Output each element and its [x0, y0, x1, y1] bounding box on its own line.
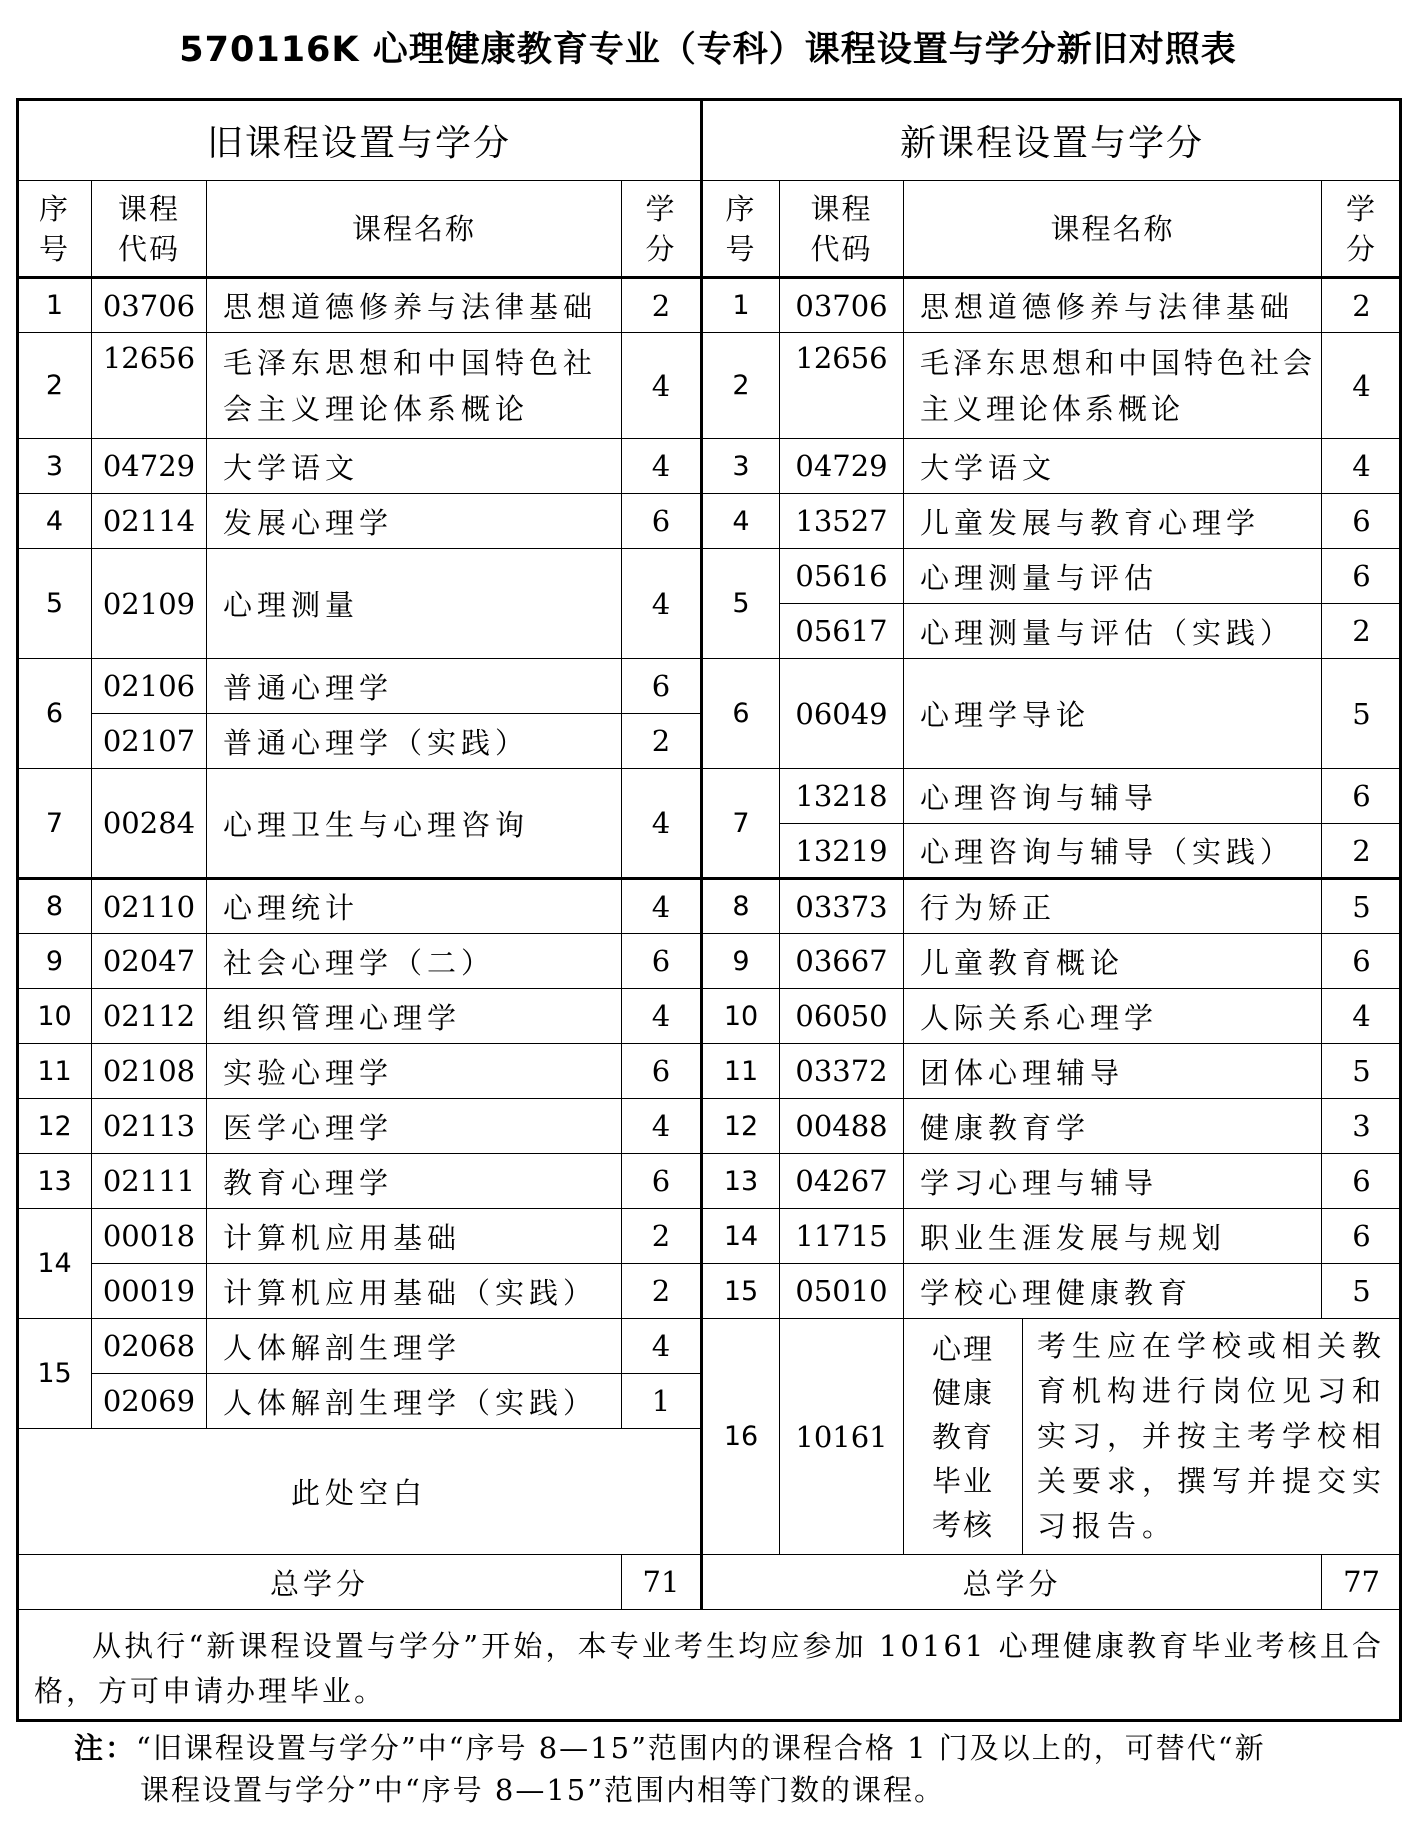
- footnote-label: 注：: [74, 1731, 137, 1765]
- new-name: 学校心理健康教育: [904, 1264, 1322, 1319]
- old-credit: 4: [622, 989, 702, 1044]
- old-total-label: 总学分: [18, 1555, 622, 1610]
- new-credit: 6: [1322, 769, 1402, 824]
- old-credit: 2: [622, 278, 702, 333]
- footnote-line-2: 课程设置与学分”中“序号 8—15”范围内相等门数的课程。: [140, 1773, 946, 1807]
- new-credit: 4: [1322, 439, 1402, 494]
- old-name: 毛泽东思想和中国特色社 会主义理论体系概论: [207, 333, 622, 439]
- new-credit: 2: [1322, 604, 1402, 659]
- new-code: 03706: [780, 278, 904, 333]
- old-credit: 2: [622, 1264, 702, 1319]
- old-code: 02069: [92, 1374, 207, 1429]
- old-code: 03706: [92, 278, 207, 333]
- new-code: 05617: [780, 604, 904, 659]
- old-name: 发展心理学: [207, 494, 622, 549]
- old-credit: 2: [622, 1209, 702, 1264]
- old-seq: 8: [18, 879, 92, 934]
- new-seq: 8: [702, 879, 780, 934]
- new-code: 10161: [780, 1319, 904, 1555]
- old-seq: 1: [18, 278, 92, 333]
- new-credit: 4: [1322, 333, 1402, 439]
- seq-header: 序 号: [18, 181, 92, 278]
- new-name: 心理咨询与辅导（实践）: [904, 824, 1322, 879]
- new-name: 毛泽东思想和中国特色社会 主义理论体系概论: [904, 333, 1322, 439]
- new-name: 团体心理辅导: [904, 1044, 1322, 1099]
- new-credit: 6: [1322, 1154, 1402, 1209]
- new-name: 心理测量与评估（实践）: [904, 604, 1322, 659]
- old-code: 00019: [92, 1264, 207, 1319]
- old-name: 心理卫生与心理咨询: [207, 769, 622, 879]
- new-name: 心理咨询与辅导: [904, 769, 1322, 824]
- old-code: 02047: [92, 934, 207, 989]
- old-credit: 4: [622, 1319, 702, 1374]
- new-seq: 1: [702, 278, 780, 333]
- old-name: 大学语文: [207, 439, 622, 494]
- new-code: 13219: [780, 824, 904, 879]
- new-code: 12656: [780, 333, 904, 439]
- new-name: 心理测量与评估: [904, 549, 1322, 604]
- new-seq: 4: [702, 494, 780, 549]
- new-name: 健康教育学: [904, 1099, 1322, 1154]
- table-frame: [16, 98, 1402, 1722]
- footnote-line-1: “旧课程设置与学分”中“序号 8—15”范围内的课程合格 1 门及以上的，可替代“新: [136, 1731, 1266, 1765]
- new-total-value: 77: [1322, 1555, 1402, 1610]
- new-name: 职业生涯发展与规划: [904, 1209, 1322, 1264]
- new-name: 行为矫正: [904, 879, 1322, 934]
- new-seq: 2: [702, 333, 780, 439]
- old-credit: 2: [622, 714, 702, 769]
- new-seq: 13: [702, 1154, 780, 1209]
- new-code: 03372: [780, 1044, 904, 1099]
- old-credit: 6: [622, 1044, 702, 1099]
- old-code: 02110: [92, 879, 207, 934]
- old-name: 人体解剖生理学: [207, 1319, 622, 1374]
- old-code: 02106: [92, 659, 207, 714]
- new-credit: 5: [1322, 879, 1402, 934]
- new-name: 大学语文: [904, 439, 1322, 494]
- old-name: 计算机应用基础: [207, 1209, 622, 1264]
- old-name: 组织管理心理学: [207, 989, 622, 1044]
- old-seq: 2: [18, 333, 92, 439]
- old-code: 00284: [92, 769, 207, 879]
- old-seq: 3: [18, 439, 92, 494]
- new-credit: 6: [1322, 1209, 1402, 1264]
- new-name: 思想道德修养与法律基础: [904, 278, 1322, 333]
- name-header: 课程名称: [904, 181, 1322, 278]
- new-credit: 6: [1322, 934, 1402, 989]
- old-credit: 4: [622, 549, 702, 659]
- page-title: 570116K 心理健康教育专业（专科）课程设置与学分新旧对照表: [179, 30, 1237, 70]
- old-credit: 4: [622, 769, 702, 879]
- old-code: 00018: [92, 1209, 207, 1264]
- old-name: 思想道德修养与法律基础: [207, 278, 622, 333]
- old-name: 普通心理学: [207, 659, 622, 714]
- old-seq: 15: [18, 1319, 92, 1429]
- new-code: 00488: [780, 1099, 904, 1154]
- old-seq: 11: [18, 1044, 92, 1099]
- old-name: 普通心理学（实践）: [207, 714, 622, 769]
- old-name: 社会心理学（二）: [207, 934, 622, 989]
- new-credit: 4: [1322, 989, 1402, 1044]
- graduation-assessment-title: 心理 健康 教育 毕业 考核: [904, 1319, 1023, 1555]
- old-name: 医学心理学: [207, 1099, 622, 1154]
- new-credit: 3: [1322, 1099, 1402, 1154]
- new-seq: 10: [702, 989, 780, 1044]
- new-code: 04267: [780, 1154, 904, 1209]
- new-code: 06049: [780, 659, 904, 769]
- new-seq: 12: [702, 1099, 780, 1154]
- new-code: 05616: [780, 549, 904, 604]
- new-seq: 7: [702, 769, 780, 879]
- old-credit: 4: [622, 439, 702, 494]
- new-code: 05010: [780, 1264, 904, 1319]
- old-credit: 4: [622, 879, 702, 934]
- new-code: 06050: [780, 989, 904, 1044]
- old-total-value: 71: [622, 1555, 702, 1610]
- old-code: 02111: [92, 1154, 207, 1209]
- new-name: 人际关系心理学: [904, 989, 1322, 1044]
- old-seq: 4: [18, 494, 92, 549]
- new-name: 心理学导论: [904, 659, 1322, 769]
- code-header: 课程 代码: [92, 181, 207, 278]
- closing-note: 从执行“新课程设置与学分”开始，本专业考生均应参加 10161 心理健康教育毕业考核且合格，方可申请办理毕业。: [34, 1629, 1384, 1708]
- seq-header: 序 号: [702, 181, 780, 278]
- new-seq: 6: [702, 659, 780, 769]
- new-credit: 6: [1322, 494, 1402, 549]
- old-section-title: 旧课程设置与学分: [18, 100, 702, 181]
- new-credit: 5: [1322, 1044, 1402, 1099]
- new-seq: 16: [702, 1319, 780, 1555]
- old-code: 02109: [92, 549, 207, 659]
- old-credit: 1: [622, 1374, 702, 1429]
- old-name: 教育心理学: [207, 1154, 622, 1209]
- old-code: 02068: [92, 1319, 207, 1374]
- name-header: 课程名称: [207, 181, 622, 278]
- code-header: 课程 代码: [780, 181, 904, 278]
- old-seq: 7: [18, 769, 92, 879]
- old-name: 心理测量: [207, 549, 622, 659]
- new-credit: 5: [1322, 1264, 1402, 1319]
- footnote: [74, 1727, 1364, 1811]
- new-code: 13218: [780, 769, 904, 824]
- old-seq: 6: [18, 659, 92, 769]
- old-code: 02113: [92, 1099, 207, 1154]
- old-name: 实验心理学: [207, 1044, 622, 1099]
- old-credit: 6: [622, 934, 702, 989]
- new-credit: 2: [1322, 278, 1402, 333]
- new-name: 儿童发展与教育心理学: [904, 494, 1322, 549]
- old-seq: 9: [18, 934, 92, 989]
- old-credit: 4: [622, 333, 702, 439]
- new-code: 13527: [780, 494, 904, 549]
- new-credit: 5: [1322, 659, 1402, 769]
- old-seq: 13: [18, 1154, 92, 1209]
- new-section-title: 新课程设置与学分: [702, 100, 1402, 181]
- old-seq: 12: [18, 1099, 92, 1154]
- new-name: 学习心理与辅导: [904, 1154, 1322, 1209]
- old-code: 04729: [92, 439, 207, 494]
- old-code: 02108: [92, 1044, 207, 1099]
- new-code: 03373: [780, 879, 904, 934]
- old-credit: 6: [622, 1154, 702, 1209]
- old-name: 心理统计: [207, 879, 622, 934]
- new-name: 儿童教育概论: [904, 934, 1322, 989]
- old-seq: 10: [18, 989, 92, 1044]
- new-seq: 15: [702, 1264, 780, 1319]
- graduation-assessment-description: 考生应在学校或相关教 育机构进行岗位见习和 实习，并按主考学校相 关要求，撰写并提交实 习报告。: [1023, 1319, 1402, 1555]
- new-seq: 9: [702, 934, 780, 989]
- old-credit: 6: [622, 494, 702, 549]
- old-seq: 5: [18, 549, 92, 659]
- new-credit: 6: [1322, 549, 1402, 604]
- old-credit: 6: [622, 659, 702, 714]
- new-seq: 3: [702, 439, 780, 494]
- old-code: 02107: [92, 714, 207, 769]
- old-code: 02114: [92, 494, 207, 549]
- old-name: 计算机应用基础（实践）: [207, 1264, 622, 1319]
- new-code: 04729: [780, 439, 904, 494]
- credit-header: 学 分: [622, 181, 702, 278]
- old-code: 02112: [92, 989, 207, 1044]
- new-code: 11715: [780, 1209, 904, 1264]
- new-seq: 5: [702, 549, 780, 659]
- new-credit: 2: [1322, 824, 1402, 879]
- old-credit: 4: [622, 1099, 702, 1154]
- old-code: 12656: [92, 333, 207, 439]
- credit-header: 学 分: [1322, 181, 1402, 278]
- new-seq: 14: [702, 1209, 780, 1264]
- blank-note: 此处空白: [18, 1429, 702, 1555]
- old-seq: 14: [18, 1209, 92, 1319]
- new-code: 03667: [780, 934, 904, 989]
- new-total-label: 总学分: [702, 1555, 1322, 1610]
- old-name: 人体解剖生理学（实践）: [207, 1374, 622, 1429]
- new-seq: 11: [702, 1044, 780, 1099]
